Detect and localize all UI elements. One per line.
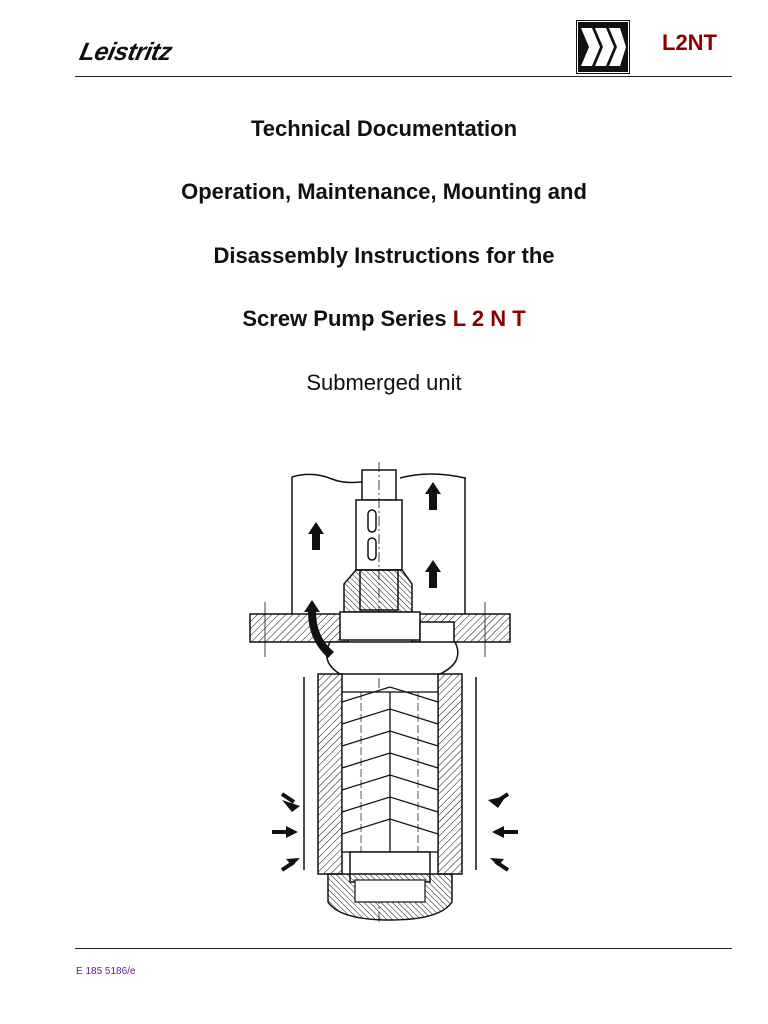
doc-title-line-2: Disassembly Instructions for the xyxy=(213,243,555,268)
series-name: L 2 N T xyxy=(452,306,526,331)
doc-heading: Technical Documentation xyxy=(250,116,518,141)
chevron-arrows-icon xyxy=(576,20,630,74)
doc-title-line-3 xyxy=(0,306,768,332)
document-number: E 185 5186/e xyxy=(76,966,136,977)
doc-title-line-1: Operation, Maintenance, Mounting and xyxy=(181,179,587,204)
screw-pump-cross-section xyxy=(240,462,520,932)
document-code: L2NT xyxy=(662,30,717,55)
footer-divider xyxy=(75,948,732,949)
bearing-housing xyxy=(327,570,458,674)
doc-subtitle: Submerged unit xyxy=(306,370,462,395)
suction-cover xyxy=(328,852,452,920)
company-logo: Leistritz xyxy=(77,38,175,66)
series-prefix: Screw Pump Series xyxy=(242,306,447,331)
screw-rotors xyxy=(342,687,438,852)
header-divider xyxy=(75,76,732,77)
